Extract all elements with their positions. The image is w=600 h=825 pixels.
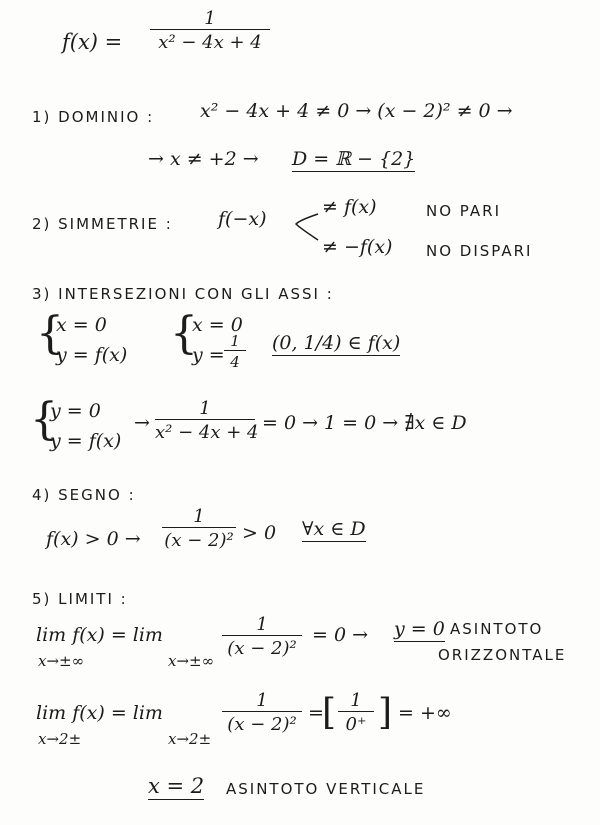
limit1-rhs: = 0 → (312, 624, 369, 646)
section2-case1: ≠ f(x) (322, 196, 377, 218)
section2-expr: f(−x) (218, 208, 267, 230)
limit1-note2: ORIZZONTALE (438, 646, 567, 664)
title-lhs: f(x) = (62, 30, 123, 54)
limit1-sub1: x→±∞ (38, 652, 85, 670)
section4-label: 4) SEGNO : (32, 486, 136, 504)
section1-domain: D = ℝ − {2} (292, 148, 416, 170)
limit2-sub1: x→2± (38, 730, 82, 748)
title-denominator: x² − 4x + 4 (150, 29, 270, 53)
final-note: ASINTOTO VERTICALE (226, 780, 426, 798)
limit2-bracket-open: [ (322, 692, 337, 733)
limit2-bracket-close: ] (378, 692, 393, 733)
system3-arrow: → (134, 412, 150, 434)
system3-eq2: y = f(x) (50, 430, 122, 452)
limit2-bracket-denominator: 0⁺ (338, 711, 374, 735)
limit2-lhs: lim f(x) = lim (36, 702, 163, 724)
limit2-eq: = (308, 702, 324, 724)
limit2-sub2: x→2± (168, 730, 212, 748)
section2-label: 2) SIMMETRIE : (32, 215, 173, 233)
section4-numerator: 1 (193, 506, 205, 527)
system1-eq1: x = 0 (56, 314, 107, 336)
section4-rhs: > 0 (242, 522, 277, 544)
section2-case2: ≠ −f(x) (322, 236, 393, 258)
system3-eq1: y = 0 (50, 400, 101, 422)
system3-numerator: 1 (199, 398, 211, 419)
title-numerator: 1 (204, 8, 216, 29)
system3-rest: = 0 → 1 = 0 → ∄x ∈ D (262, 412, 467, 434)
system2-numerator: 1 (230, 332, 240, 350)
limit2-numerator: 1 (256, 690, 268, 711)
system2-brace: { (170, 308, 198, 359)
system3-denominator: x² − 4x + 4 (155, 419, 255, 443)
limit1-lhs: lim f(x) = lim (36, 624, 163, 646)
limit1-note1: ASINTOTO (450, 620, 544, 638)
system2-eq1: x = 0 (192, 314, 243, 336)
section1-line2a: → x ≠ +2 → (148, 148, 259, 170)
system3-brace: { (30, 394, 58, 445)
section2-case2-note: NO DISPARI (426, 242, 533, 260)
limit1-denominator: (x − 2)² (222, 635, 302, 659)
limit1-result: y = 0 (394, 618, 445, 640)
intersection-point: (0, 1/4) ∈ f(x) (272, 332, 401, 354)
limit2-denominator: (x − 2)² (222, 711, 302, 735)
section4-tail: ∀x ∈ D (302, 518, 366, 540)
section5-label: 5) LIMITI : (32, 590, 128, 608)
section3-label: 3) INTERSEZIONI CON GLI ASSI : (32, 285, 334, 303)
section4-lhs: f(x) > 0 → (46, 528, 141, 550)
final-equation: x = 2 (148, 774, 205, 798)
limit1-sub2: x→±∞ (168, 652, 215, 670)
system2-denominator: 4 (224, 350, 246, 371)
system1-brace: { (36, 308, 64, 359)
system2-eq2-lhs: y = (192, 344, 225, 366)
limit2-bracket-numerator: 1 (350, 690, 362, 711)
section2-case1-note: NO PARI (426, 202, 501, 220)
section1-line1: x² − 4x + 4 ≠ 0 → (x − 2)² ≠ 0 → (200, 100, 513, 122)
limit1-numerator: 1 (256, 614, 268, 635)
system1-eq2: y = f(x) (56, 344, 128, 366)
limit2-rhs: = +∞ (398, 702, 452, 724)
section4-denominator: (x − 2)² (162, 527, 236, 551)
section1-label: 1) DOMINIO : (32, 108, 155, 126)
